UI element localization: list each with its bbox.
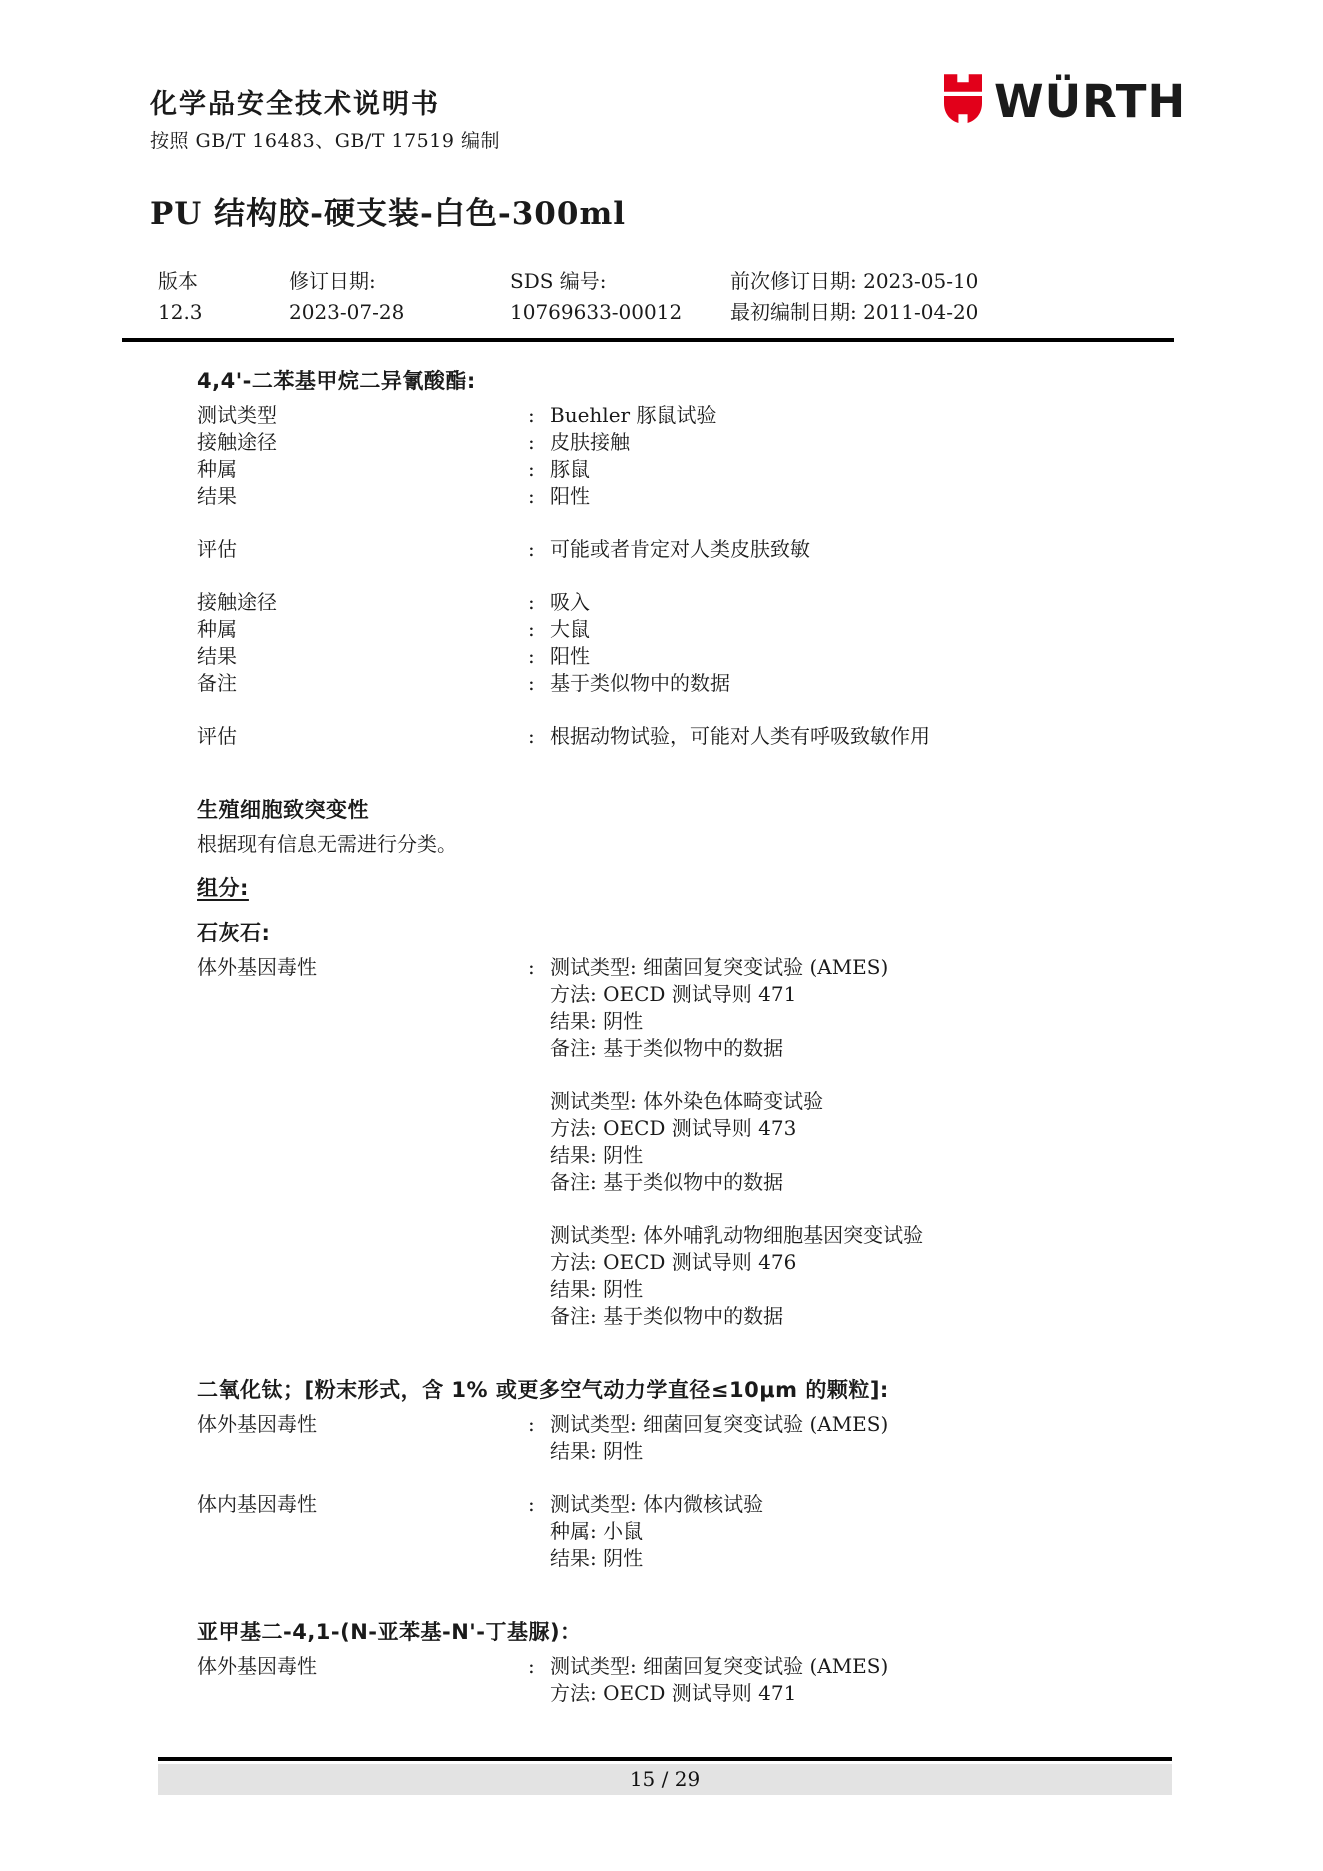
field-value bbox=[550, 643, 1182, 670]
field-value-line: 吸入 bbox=[550, 590, 590, 614]
wuerth-shield-icon bbox=[944, 70, 982, 128]
blank-line bbox=[197, 1465, 1182, 1491]
meta-value: 2023-07-28 bbox=[289, 300, 405, 324]
field-label: 结果 bbox=[197, 644, 237, 668]
section-heading: 石灰石: bbox=[197, 921, 271, 945]
field-label: 接触途径 bbox=[197, 430, 277, 454]
field-value-line: 结果: 阴性 bbox=[550, 1277, 644, 1301]
blank-line bbox=[197, 1196, 1182, 1222]
field-value-line: 结果: 阴性 bbox=[550, 1439, 644, 1463]
field-colon: : bbox=[528, 430, 535, 454]
meta-table bbox=[122, 266, 1174, 328]
field-label: 体外基因毒性 bbox=[197, 955, 317, 979]
meta-prev-revision: 前次修订日期: 2023-05-10 bbox=[730, 269, 979, 293]
document-title: 化学品安全技术说明书 bbox=[150, 89, 440, 120]
section-heading: 4,4'-二苯基甲烷二异氰酸酯: bbox=[197, 369, 476, 393]
field-colon: : bbox=[528, 1654, 535, 1678]
section-heading: 组分: bbox=[197, 876, 249, 900]
field-label: 种属 bbox=[197, 457, 237, 481]
field-value-line: 方法: OECD 测试导则 471 bbox=[550, 1681, 797, 1705]
field-value bbox=[550, 429, 1182, 456]
field-value-line: 备注: 基于类似物中的数据 bbox=[550, 1304, 784, 1328]
field-colon: : bbox=[528, 644, 535, 668]
field-label: 种属 bbox=[197, 617, 237, 641]
field-row bbox=[197, 1088, 1182, 1196]
field-colon: : bbox=[528, 724, 535, 748]
field-row bbox=[197, 483, 1182, 510]
field-colon: : bbox=[528, 590, 535, 614]
document-subtitle: 按照 GB/T 16483、GB/T 17519 编制 bbox=[150, 130, 500, 152]
field-value-line: 方法: OECD 测试导则 473 bbox=[550, 1116, 797, 1140]
field-value-line: 结果: 阴性 bbox=[550, 1546, 644, 1570]
field-value bbox=[550, 670, 1182, 697]
field-colon: : bbox=[528, 671, 535, 695]
field-value bbox=[550, 954, 1182, 1062]
field-value-line: 种属: 小鼠 bbox=[550, 1519, 644, 1543]
field-value-line: 皮肤接触 bbox=[550, 430, 630, 454]
field-colon: : bbox=[528, 1492, 535, 1516]
field-colon: : bbox=[528, 1412, 535, 1436]
field-value bbox=[550, 536, 1182, 563]
meta-label: 修订日期: bbox=[289, 269, 376, 293]
field-value bbox=[550, 723, 1182, 750]
field-value-line: 大鼠 bbox=[550, 617, 590, 641]
section bbox=[122, 873, 1182, 903]
field-value-line: 阳性 bbox=[550, 484, 590, 508]
section-heading: 生殖细胞致突变性 bbox=[197, 798, 369, 822]
meta-label: SDS 编号: bbox=[510, 269, 607, 293]
field-value-line: 方法: OECD 测试导则 476 bbox=[550, 1250, 797, 1274]
field-row bbox=[197, 1222, 1182, 1330]
blank-line bbox=[197, 697, 1182, 723]
field-row bbox=[197, 670, 1182, 697]
field-row bbox=[197, 456, 1182, 483]
field-value bbox=[550, 1088, 1182, 1196]
field-value bbox=[550, 616, 1182, 643]
field-value-line: 备注: 基于类似物中的数据 bbox=[550, 1036, 784, 1060]
field-value-line: 豚鼠 bbox=[550, 457, 590, 481]
field-value bbox=[550, 1653, 1182, 1707]
blank-line bbox=[197, 1062, 1182, 1088]
section bbox=[122, 795, 1182, 858]
field-row bbox=[197, 402, 1182, 429]
field-row bbox=[197, 589, 1182, 616]
field-colon: : bbox=[528, 955, 535, 979]
field-value bbox=[550, 589, 1182, 616]
field-value-line: 结果: 阴性 bbox=[550, 1009, 644, 1033]
field-row bbox=[197, 429, 1182, 456]
blank-line bbox=[197, 510, 1182, 536]
field-value-line: 方法: OECD 测试导则 471 bbox=[550, 982, 797, 1006]
field-colon: : bbox=[528, 484, 535, 508]
meta-col-version bbox=[122, 266, 289, 328]
section bbox=[122, 366, 1182, 750]
field-value-line: 测试类型: 细菌回复突变试验 (AMES) bbox=[550, 955, 889, 979]
meta-col-sds-number bbox=[510, 266, 730, 328]
field-value bbox=[550, 1411, 1182, 1465]
field-label: 体外基因毒性 bbox=[197, 1654, 317, 1678]
field-value-line: 结果: 阴性 bbox=[550, 1143, 644, 1167]
header-divider-rule bbox=[122, 338, 1174, 342]
field-row bbox=[197, 1653, 1182, 1707]
field-value-line: 测试类型: 细菌回复突变试验 (AMES) bbox=[550, 1412, 889, 1436]
section-heading: 亚甲基二-4,1-(N-亚苯基-N'-丁基脲)： bbox=[197, 1620, 582, 1644]
field-label: 备注 bbox=[197, 671, 237, 695]
meta-first-issue: 最初编制日期: 2011-04-20 bbox=[730, 300, 979, 324]
field-value bbox=[550, 456, 1182, 483]
field-value-line: 测试类型: 体内微核试验 bbox=[550, 1492, 764, 1516]
field-row bbox=[197, 1411, 1182, 1465]
field-row bbox=[197, 723, 1182, 750]
page-number: 15 / 29 bbox=[158, 1764, 1172, 1795]
field-label: 评估 bbox=[197, 537, 237, 561]
field-label: 测试类型 bbox=[197, 403, 277, 427]
field-row bbox=[197, 643, 1182, 670]
field-value-line: 测试类型: 细菌回复突变试验 (AMES) bbox=[550, 1654, 889, 1678]
field-row bbox=[197, 616, 1182, 643]
meta-value: 12.3 bbox=[158, 300, 203, 324]
field-label: 结果 bbox=[197, 484, 237, 508]
field-colon: : bbox=[528, 537, 535, 561]
meta-value: 10769633-00012 bbox=[510, 300, 683, 324]
field-value-line: Buehler 豚鼠试验 bbox=[550, 403, 717, 427]
section-heading: 二氧化钛；[粉末形式，含 1% 或更多空气动力学直径≤10μm 的颗粒]: bbox=[197, 1378, 889, 1402]
field-colon: : bbox=[528, 457, 535, 481]
field-value bbox=[550, 1491, 1182, 1572]
field-label: 体内基因毒性 bbox=[197, 1492, 317, 1516]
field-value bbox=[550, 483, 1182, 510]
field-value-line: 根据动物试验，可能对人类有呼吸致敏作用 bbox=[550, 724, 930, 748]
field-colon: : bbox=[528, 403, 535, 427]
field-value-line: 测试类型: 体外哺乳动物细胞基因突变试验 bbox=[550, 1223, 924, 1247]
field-row bbox=[197, 1491, 1182, 1572]
meta-col-revision-date bbox=[289, 266, 510, 328]
field-value-line: 基于类似物中的数据 bbox=[550, 671, 730, 695]
field-value-line: 备注: 基于类似物中的数据 bbox=[550, 1170, 784, 1194]
section bbox=[122, 1375, 1182, 1572]
field-value-line: 测试类型: 体外染色体畸变试验 bbox=[550, 1089, 824, 1113]
field-value bbox=[550, 1222, 1182, 1330]
meta-label: 版本 bbox=[158, 269, 198, 293]
field-label: 接触途径 bbox=[197, 590, 277, 614]
section bbox=[122, 1617, 1182, 1707]
wuerth-logo bbox=[944, 70, 1186, 128]
field-row bbox=[197, 536, 1182, 563]
body-sections bbox=[122, 366, 1182, 1707]
paragraph: 根据现有信息无需进行分类。 bbox=[197, 832, 457, 856]
field-value-line: 可能或者肯定对人类皮肤致敏 bbox=[550, 537, 810, 561]
footer-divider-rule bbox=[158, 1757, 1172, 1761]
field-label: 体外基因毒性 bbox=[197, 1412, 317, 1436]
meta-col-dates bbox=[730, 266, 1174, 328]
wuerth-logo-text: WÜRTH bbox=[994, 75, 1187, 128]
field-value bbox=[550, 402, 1182, 429]
field-colon: : bbox=[528, 617, 535, 641]
section bbox=[122, 918, 1182, 1330]
page-footer bbox=[158, 1757, 1172, 1795]
field-label: 评估 bbox=[197, 724, 237, 748]
blank-line bbox=[197, 563, 1182, 589]
field-value-line: 阳性 bbox=[550, 644, 590, 668]
field-row bbox=[197, 954, 1182, 1062]
product-title: PU 结构胶-硬支装-白色-300ml bbox=[150, 196, 627, 232]
